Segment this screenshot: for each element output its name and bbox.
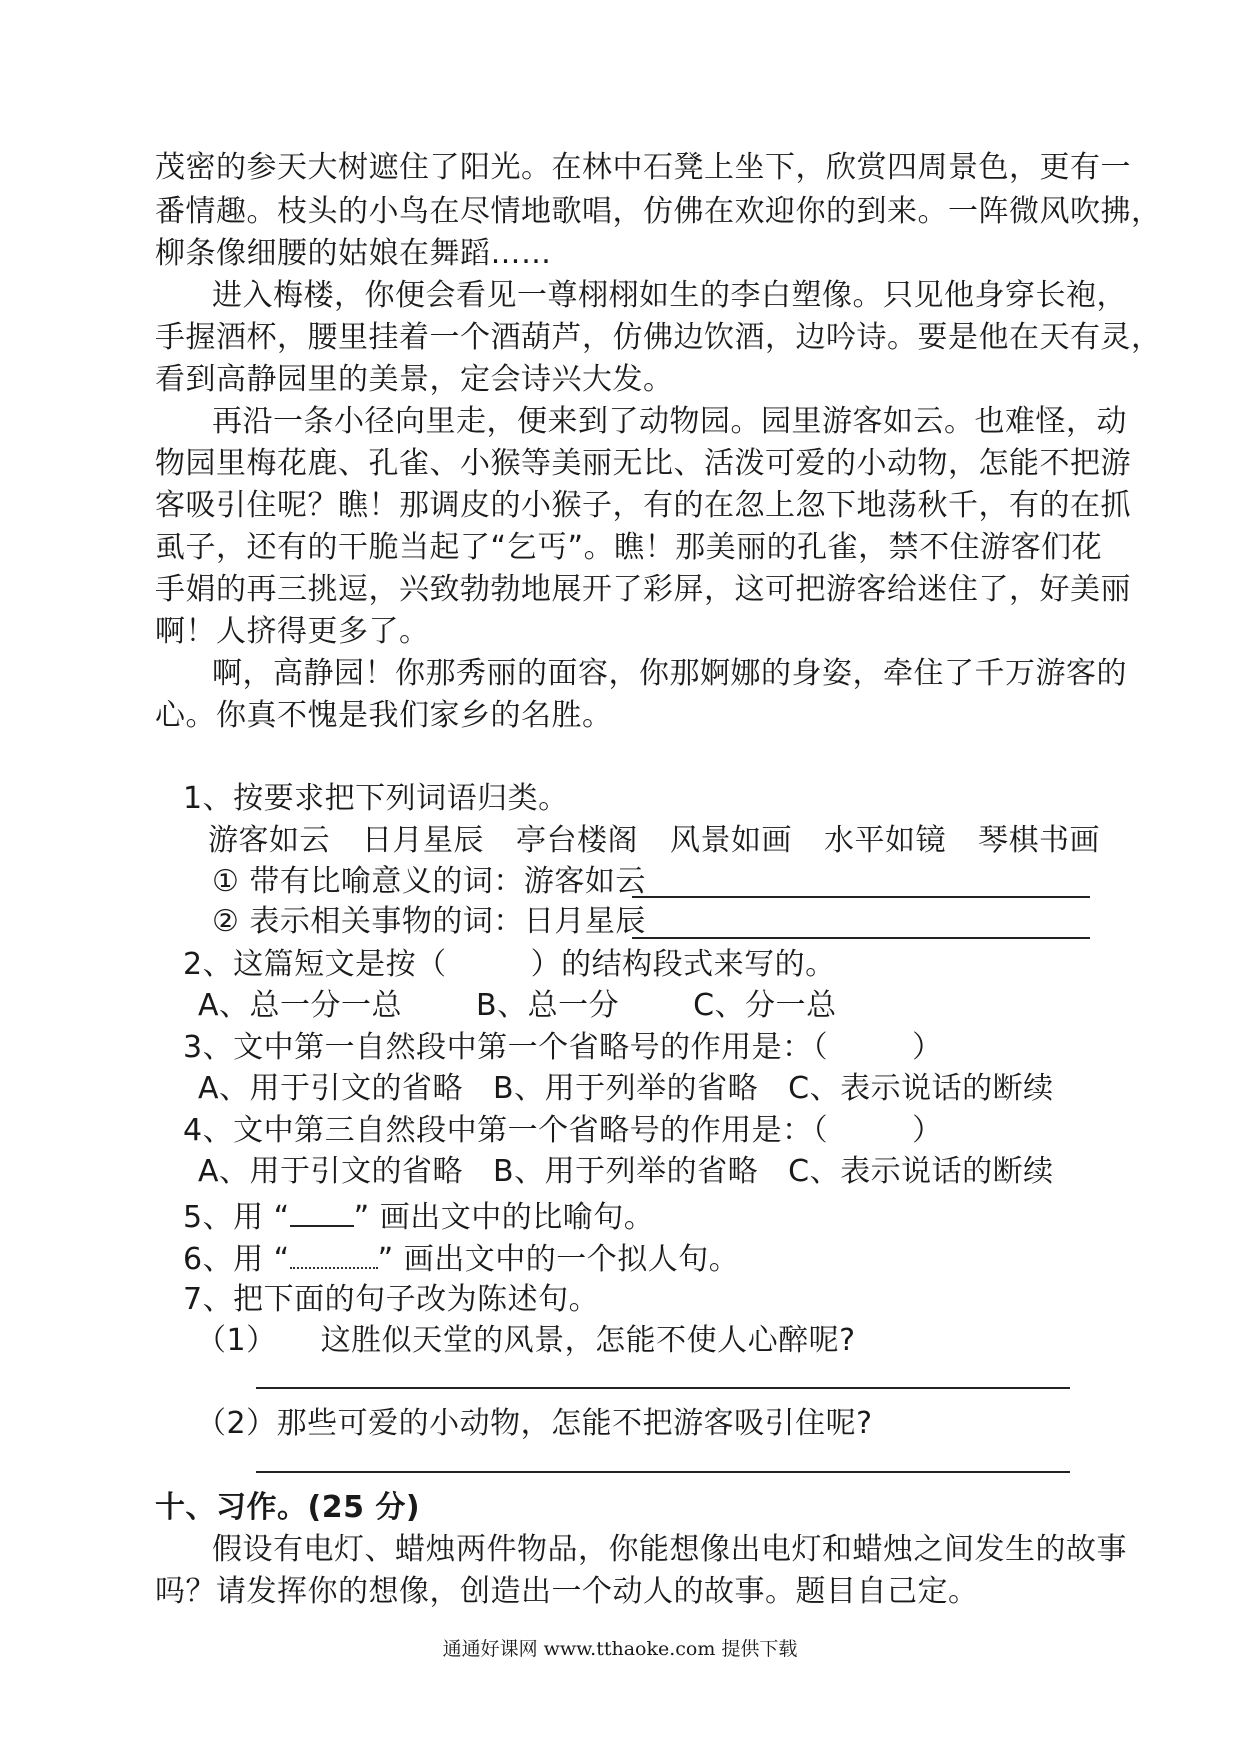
option-c: C、表示说话的断续 xyxy=(788,1154,1054,1189)
option-b: B、用于列举的省略 xyxy=(493,1154,759,1189)
word-1: 游客如云 xyxy=(208,823,330,858)
passage-line-1: 茂密的参天大树遮住了阳光。在林中石凳上坐下，欣赏四周景色，更有一 xyxy=(155,150,1131,185)
straight-underline-mark xyxy=(290,1195,354,1227)
passage-line-10: 虱子，还有的干脆当起了“乞丐”。瞧！那美丽的孔雀，禁不住游客们花 xyxy=(155,530,1103,565)
passage-line-9: 客吸引住呢？瞧！那调皮的小猴子，有的在忽上忽下地荡秋千，有的在抓 xyxy=(155,488,1131,523)
passage-line-12: 啊！人挤得更多了。 xyxy=(155,614,430,649)
question-7-answer-line-1[interactable] xyxy=(256,1387,1070,1389)
option-c: C、表示说话的断续 xyxy=(788,1071,1054,1106)
passage-line-6: 看到高静园里的美景，定会诗兴大发。 xyxy=(155,362,674,397)
item-text: 那些可爱的小动物，怎能不把游客吸引住呢? xyxy=(276,1406,873,1441)
question-1: 1、按要求把下列词语归类。 xyxy=(183,781,569,816)
question-6-text-end: ” 画出文中的一个拟人句。 xyxy=(377,1242,740,1277)
category-1-label: ① 带有比喻意义的词：游客如云 xyxy=(212,864,646,899)
wavy-underline-mark xyxy=(290,1237,378,1269)
word-5: 水平如镜 xyxy=(824,823,946,858)
question-5-text-end: ” 画出文中的比喻句。 xyxy=(353,1200,655,1235)
passage-line-4: 进入梅楼，你便会看见一尊栩栩如生的李白塑像。只见他身穿长袍， xyxy=(212,278,1127,313)
question-3 xyxy=(183,1028,1123,1068)
passage-line-5: 手握酒杯，腰里挂着一个酒葫芦，仿佛边饮酒，边吟诗。要是他在天有灵， xyxy=(155,320,1162,355)
passage-line-11: 手娟的再三挑逗，兴致勃勃地展开了彩屏，这可把游客给迷住了，好美丽 xyxy=(155,572,1131,607)
question-2-options xyxy=(198,986,1138,1026)
question-6 xyxy=(183,1237,1123,1280)
passage-line-2: 番情趣。枝头的小鸟在尽情地歌唱，仿佛在欢迎你的到来。一阵微风吹拂， xyxy=(155,194,1162,229)
word-3: 亭台楼阁 xyxy=(516,823,638,858)
option-b: B、总一分 xyxy=(476,988,620,1023)
question-4 xyxy=(183,1111,1123,1151)
question-2-text-end: ）的结构段式来写的。 xyxy=(530,947,836,982)
passage-line-13: 啊，高静园！你那秀丽的面容，你那婀娜的身姿，牵住了千万游客的 xyxy=(212,656,1127,691)
section-10-line-1: 假设有电灯、蜡烛两件物品，你能想像出电灯和蜡烛之间发生的故事 xyxy=(212,1532,1127,1567)
option-a: A、用于引文的省略 xyxy=(198,1154,464,1189)
question-2-text: 2、这篇短文是按（ xyxy=(183,947,447,982)
passage-line-7: 再沿一条小径向里走，便来到了动物园。园里游客如云。也难怪，动 xyxy=(212,404,1127,439)
question-7-item-1 xyxy=(196,1321,1136,1361)
item-number: （1） xyxy=(196,1323,277,1358)
category-1-answer-line[interactable] xyxy=(632,896,1090,898)
question-7-answer-line-2[interactable] xyxy=(256,1471,1070,1473)
question-5-text: 5、用 “ xyxy=(183,1200,290,1235)
passage-line-8: 物园里梅花鹿、孔雀、小猴等美丽无比、活泼可爱的小动物，怎能不把游 xyxy=(155,446,1131,481)
section-heading: 十、习作。(25 分) xyxy=(155,1490,421,1525)
page-footer: 通通好课网 www.tthaoke.com 提供下载 xyxy=(442,1638,798,1660)
item-text: 这胜似天堂的风景，怎能不使人心醉呢? xyxy=(320,1323,856,1358)
category-2-answer-line[interactable] xyxy=(632,937,1090,939)
option-a: A、总一分一总 xyxy=(198,988,403,1023)
option-c: C、分一总 xyxy=(693,988,837,1023)
option-a: A、用于引文的省略 xyxy=(198,1071,464,1106)
word-list xyxy=(208,821,1148,861)
question-3-text-end: ） xyxy=(912,1030,943,1065)
word-6: 琴棋书画 xyxy=(978,823,1100,858)
question-4-text-end: ） xyxy=(912,1113,943,1148)
option-b: B、用于列举的省略 xyxy=(493,1071,759,1106)
question-4-text: 4、文中第三自然段中第一个省略号的作用是：（ xyxy=(183,1113,829,1148)
passage-line-14: 心。你真不愧是我们家乡的名胜。 xyxy=(155,698,613,733)
question-7: 7、把下面的句子改为陈述句。 xyxy=(183,1282,600,1317)
question-7-item-2 xyxy=(196,1404,1136,1444)
word-2: 日月星辰 xyxy=(362,823,484,858)
question-2 xyxy=(183,945,1123,985)
question-3-text: 3、文中第一自然段中第一个省略号的作用是：（ xyxy=(183,1030,829,1065)
question-4-options xyxy=(198,1152,1138,1192)
item-number: （2） xyxy=(196,1406,277,1441)
passage-line-3: 柳条像细腰的姑娘在舞蹈…… xyxy=(155,236,552,271)
question-3-options xyxy=(198,1069,1138,1109)
section-10-line-2: 吗？请发挥你的想像，创造出一个动人的故事。题目自己定。 xyxy=(155,1574,979,1609)
category-2-label: ② 表示相关事物的词：日月星辰 xyxy=(212,904,646,939)
question-6-text: 6、用 “ xyxy=(183,1242,290,1277)
question-5 xyxy=(183,1195,1123,1238)
word-4: 风景如画 xyxy=(670,823,792,858)
